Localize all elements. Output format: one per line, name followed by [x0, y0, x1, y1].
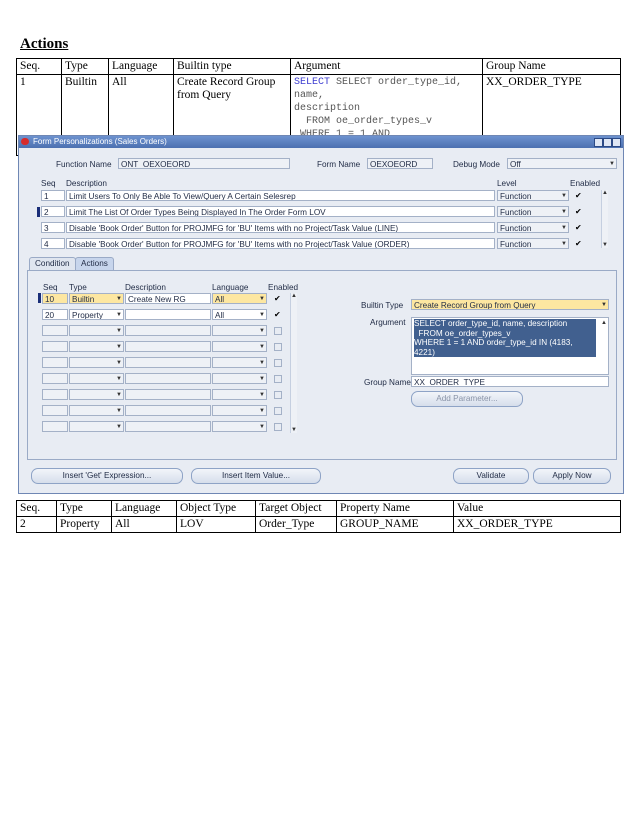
- action-type-value: Property: [72, 311, 103, 320]
- chevron-down-icon: ▼: [561, 193, 567, 199]
- rule-seq[interactable]: 2: [41, 206, 65, 217]
- empty-type[interactable]: [69, 389, 124, 400]
- empty-type[interactable]: [69, 373, 124, 384]
- rule-seq[interactable]: 4: [41, 238, 65, 249]
- rule-level[interactable]: [497, 206, 569, 217]
- rule-level[interactable]: [497, 238, 569, 249]
- argument-line: SELECT SELECT order_type_id, name,: [294, 77, 463, 101]
- oracle-logo-icon: [21, 138, 29, 145]
- close-icon[interactable]: [612, 138, 621, 147]
- builtin-type-label: Builtin Type: [361, 301, 404, 310]
- rule-description[interactable]: Disable 'Book Order' Button for PROJMFG for 'BU' Items with no Project/Task Value (ORDER): [66, 238, 495, 249]
- builtin-type-select[interactable]: [411, 299, 609, 310]
- cell-language: All: [109, 75, 174, 156]
- argument-line: description: [294, 103, 361, 114]
- empty-description[interactable]: [125, 389, 211, 400]
- rule-description[interactable]: Limit Users To Only Be Able To View/Query A Certain Selesrep: [66, 190, 495, 201]
- empty-language[interactable]: [212, 325, 267, 336]
- empty-enabled-checkbox[interactable]: [274, 359, 282, 367]
- empty-type[interactable]: [69, 325, 124, 336]
- form-name-label: Form Name: [317, 160, 361, 169]
- argument-line: WHERE 1 = 1 AND order_type_id IN (4183,: [414, 338, 573, 347]
- action-language-value: All: [215, 311, 225, 320]
- tab-condition[interactable]: Condition: [29, 257, 76, 270]
- cell-property-name: GROUP_NAME: [337, 517, 454, 533]
- rules-enabled-header: Enabled: [570, 179, 601, 188]
- rules-level-header: Level: [497, 179, 517, 188]
- col-value: Value: [454, 501, 621, 517]
- cell-seq: 1: [17, 75, 62, 156]
- action-description[interactable]: Create New RG: [125, 293, 211, 304]
- rules-description-header: Description: [66, 179, 107, 188]
- rule-description[interactable]: Limit The List Of Order Types Being Displayed In The Order Form LOV: [66, 206, 495, 217]
- cell-builtin-type: Create Record Group from Query: [174, 75, 291, 156]
- cell-language: All: [112, 517, 177, 533]
- empty-language[interactable]: [212, 421, 267, 432]
- rules-scrollbar[interactable]: [601, 190, 608, 248]
- chevron-down-icon: ▼: [259, 376, 265, 382]
- debug-mode-value: Off: [510, 160, 521, 169]
- action-language-select[interactable]: [212, 309, 267, 320]
- col-argument: Argument: [291, 59, 483, 75]
- chevron-down-icon: ▼: [259, 328, 265, 334]
- function-name-label: Function Name: [56, 160, 112, 169]
- col-type: Type: [57, 501, 112, 517]
- action-language-value: All: [215, 295, 225, 304]
- group-name-field[interactable]: XX_ORDER_TYPE: [411, 376, 609, 387]
- table-header-row: [17, 501, 621, 517]
- scroll-up-icon[interactable]: ▲: [602, 190, 608, 196]
- argument-line: FROM oe_order_types_v: [306, 116, 433, 127]
- cell-target-object: Order_Type: [256, 517, 337, 533]
- cell-type: Builtin: [62, 75, 109, 156]
- col-type: Type: [62, 59, 109, 75]
- empty-description[interactable]: [125, 357, 211, 368]
- insert-item-value-button[interactable]: Insert Item Value...: [191, 468, 321, 484]
- scroll-down-icon[interactable]: ▼: [602, 242, 608, 248]
- empty-type[interactable]: [69, 405, 124, 416]
- chevron-down-icon: ▼: [609, 161, 615, 167]
- empty-seq[interactable]: [42, 421, 68, 432]
- rules-seq-header: Seq: [41, 179, 56, 188]
- empty-seq[interactable]: [42, 341, 68, 352]
- empty-seq[interactable]: [42, 325, 68, 336]
- argument-line: 4221): [414, 347, 435, 357]
- col-property-name: Property Name: [337, 501, 454, 517]
- argument-selected-text: [414, 319, 596, 357]
- empty-enabled-checkbox[interactable]: [274, 391, 282, 399]
- cell-value: XX_ORDER_TYPE: [454, 517, 621, 533]
- argument-line: SELECT order_type_id, name, description: [414, 319, 568, 328]
- scroll-up-icon[interactable]: ▲: [291, 293, 297, 299]
- action-enabled-checkbox[interactable]: ✔: [274, 294, 281, 303]
- scroll-up-icon[interactable]: ▲: [601, 320, 607, 326]
- rule-level-value: Function: [500, 192, 532, 201]
- empty-type[interactable]: [69, 357, 124, 368]
- empty-language[interactable]: [212, 357, 267, 368]
- current-record-indicator: [38, 293, 41, 303]
- add-parameter-button[interactable]: Add Parameter...: [411, 391, 523, 407]
- function-name-field[interactable]: ONT_OEXOEORD: [118, 158, 290, 169]
- debug-mode-label: Debug Mode: [453, 160, 500, 169]
- action-language-select[interactable]: [212, 293, 267, 304]
- col-builtin-type: Builtin type: [174, 59, 291, 75]
- empty-seq[interactable]: [42, 405, 68, 416]
- actions-panel: [27, 270, 617, 460]
- chevron-down-icon: ▼: [259, 392, 265, 398]
- col-seq: Seq.: [17, 59, 62, 75]
- col-group-name: Group Name: [483, 59, 621, 75]
- chevron-down-icon: ▼: [116, 344, 122, 350]
- rule-enabled-checkbox[interactable]: ✔: [575, 223, 582, 232]
- form-personalizations-window: [18, 135, 624, 494]
- rule-level-value: Function: [500, 240, 532, 249]
- empty-enabled-checkbox[interactable]: [274, 407, 282, 415]
- chevron-down-icon: ▼: [561, 241, 567, 247]
- empty-seq[interactable]: [42, 357, 68, 368]
- cell-seq: 2: [17, 517, 57, 533]
- actions-language-header: Language: [212, 283, 249, 292]
- chevron-down-icon: ▼: [116, 392, 122, 398]
- cell-object-type: LOV: [177, 517, 256, 533]
- argument-textarea[interactable]: [411, 317, 609, 375]
- table-header-row: [17, 59, 621, 75]
- tab-actions[interactable]: Actions: [75, 257, 114, 270]
- empty-description[interactable]: [125, 405, 211, 416]
- scroll-down-icon[interactable]: ▼: [291, 427, 297, 433]
- minimize-icon[interactable]: [594, 138, 603, 147]
- empty-description[interactable]: [125, 373, 211, 384]
- chevron-down-icon: ▼: [259, 344, 265, 350]
- action-type-value: Builtin: [72, 295, 95, 304]
- empty-type[interactable]: [69, 341, 124, 352]
- action-seq[interactable]: 20: [42, 309, 68, 320]
- actions-type-header: Type: [69, 283, 87, 292]
- col-target-object: Target Object: [256, 501, 337, 517]
- empty-language[interactable]: [212, 405, 267, 416]
- col-language: Language: [109, 59, 174, 75]
- empty-enabled-checkbox[interactable]: [274, 327, 282, 335]
- action-type-select[interactable]: [69, 309, 124, 320]
- rule-enabled-checkbox[interactable]: ✔: [575, 239, 582, 248]
- chevron-down-icon: ▼: [259, 408, 265, 414]
- chevron-down-icon: ▼: [259, 296, 265, 302]
- form-name-field[interactable]: OEXOEORD: [367, 158, 433, 169]
- validate-button[interactable]: Validate: [453, 468, 529, 484]
- group-name-label: Group Name: [364, 378, 411, 387]
- empty-enabled-checkbox[interactable]: [274, 423, 282, 431]
- apply-now-button[interactable]: Apply Now: [533, 468, 611, 484]
- insert-get-expression-button[interactable]: Insert 'Get' Expression...: [31, 468, 183, 484]
- empty-seq[interactable]: [42, 373, 68, 384]
- chevron-down-icon: ▼: [259, 360, 265, 366]
- chevron-down-icon: ▼: [116, 376, 122, 382]
- rule-level-value: Function: [500, 224, 532, 233]
- chevron-down-icon: ▼: [116, 360, 122, 366]
- chevron-down-icon: ▼: [561, 209, 567, 215]
- empty-description[interactable]: [125, 421, 211, 432]
- builtin-type-value: Create Record Group from Query: [414, 301, 536, 310]
- empty-type[interactable]: [69, 421, 124, 432]
- chevron-down-icon: ▼: [116, 328, 122, 334]
- debug-mode-select[interactable]: [507, 158, 617, 169]
- empty-enabled-checkbox[interactable]: [274, 375, 282, 383]
- cell-type: Property: [57, 517, 112, 533]
- argument-label: Argument: [370, 318, 406, 327]
- chevron-down-icon: ▼: [259, 424, 265, 430]
- argument-line: FROM oe_order_types_v: [414, 328, 511, 338]
- rule-level[interactable]: [497, 222, 569, 233]
- empty-description[interactable]: [125, 341, 211, 352]
- empty-enabled-checkbox[interactable]: [274, 343, 282, 351]
- actions-enabled-header: Enabled: [268, 283, 299, 292]
- empty-description[interactable]: [125, 325, 211, 336]
- rule-seq[interactable]: 1: [41, 190, 65, 201]
- rule-level[interactable]: [497, 190, 569, 201]
- current-record-indicator: [37, 207, 40, 217]
- col-language: Language: [112, 501, 177, 517]
- empty-language[interactable]: [212, 341, 267, 352]
- rule-level-value: Function: [500, 208, 532, 217]
- col-object-type: Object Type: [177, 501, 256, 517]
- rule-seq[interactable]: 3: [41, 222, 65, 233]
- property-action-table: [16, 500, 621, 533]
- section-heading: Actions: [20, 36, 69, 52]
- action-description[interactable]: [125, 309, 211, 320]
- table-row: [17, 517, 621, 533]
- chevron-down-icon: ▼: [601, 302, 607, 308]
- maximize-icon[interactable]: [603, 138, 612, 147]
- rule-description[interactable]: Disable 'Book Order' Button for PROJMFG for 'BU' Items with no Project/Task Value (LINE): [66, 222, 495, 233]
- col-seq: Seq.: [17, 501, 57, 517]
- window-titlebar: [19, 136, 623, 148]
- chevron-down-icon: ▼: [561, 225, 567, 231]
- chevron-down-icon: ▼: [116, 424, 122, 430]
- chevron-down-icon: ▼: [116, 312, 122, 318]
- chevron-down-icon: ▼: [116, 408, 122, 414]
- action-enabled-checkbox[interactable]: ✔: [274, 310, 281, 319]
- actions-description-header: Description: [125, 283, 166, 292]
- chevron-down-icon: ▼: [259, 312, 265, 318]
- action-type-select[interactable]: [69, 293, 124, 304]
- empty-language[interactable]: [212, 389, 267, 400]
- empty-language[interactable]: [212, 373, 267, 384]
- cell-group-name: XX_ORDER_TYPE: [483, 75, 621, 156]
- empty-seq[interactable]: [42, 389, 68, 400]
- rule-enabled-checkbox[interactable]: ✔: [575, 207, 582, 216]
- chevron-down-icon: ▼: [116, 296, 122, 302]
- window-title: Form Personalizations (Sales Orders): [33, 137, 167, 146]
- action-seq[interactable]: 10: [42, 293, 68, 304]
- rule-enabled-checkbox[interactable]: ✔: [575, 191, 582, 200]
- actions-seq-header: Seq: [43, 283, 58, 292]
- actions-scrollbar[interactable]: [290, 293, 297, 433]
